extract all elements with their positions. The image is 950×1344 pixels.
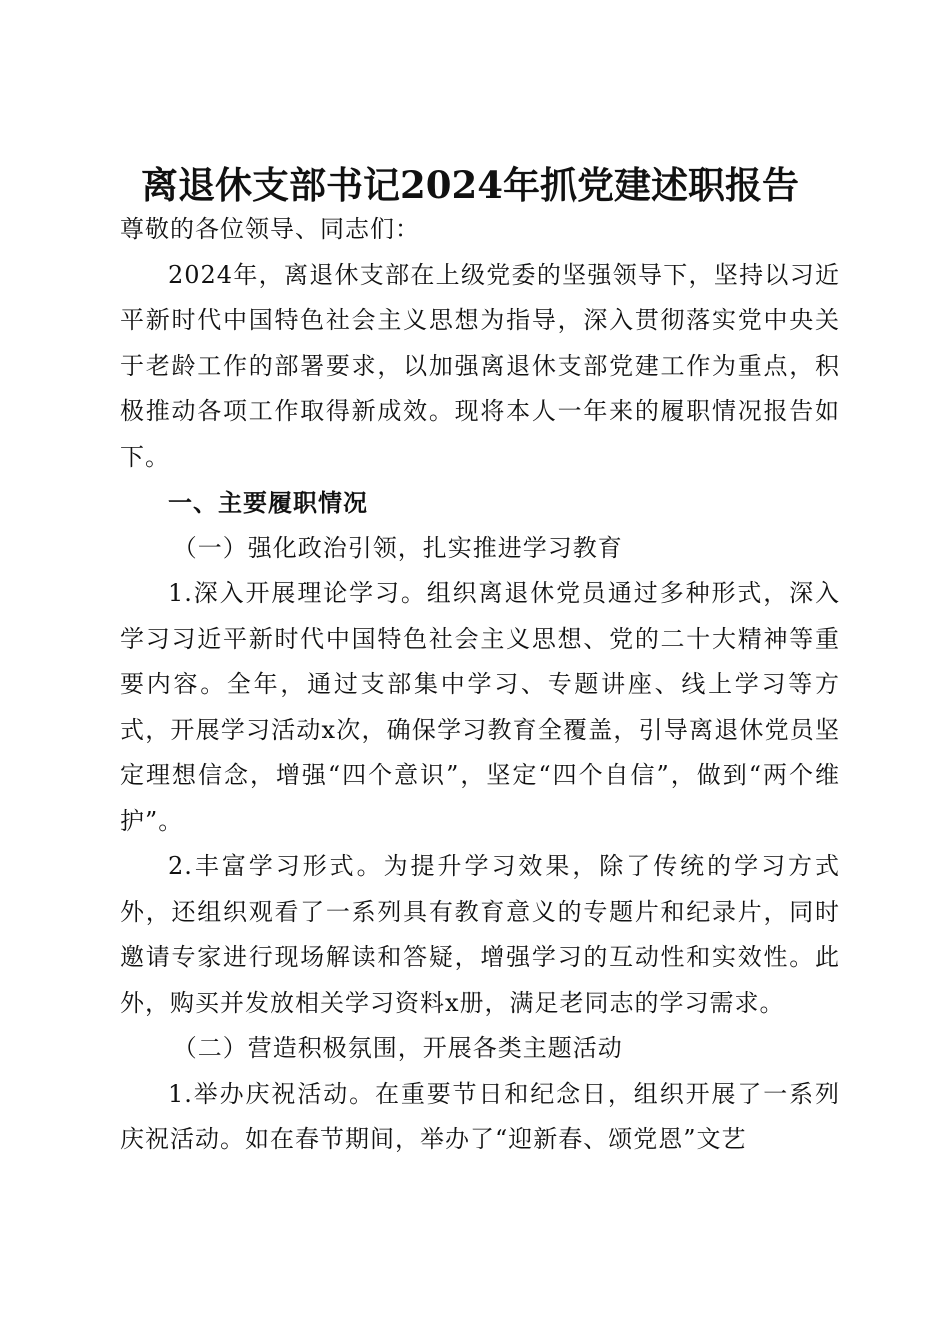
paragraph-study-forms: 2.丰富学习形式。为提升学习效果，除了传统的学习方式外，还组织观看了一系列具有教育意义的专题片和纪录片，同时邀请专家进行现场解读和答疑，增强学习的互动性和实效性。此外，购买并发放相关学习资料x册，满足老同志的学习需求。 [120,852,840,1017]
paragraph-celebrations: 1.举办庆祝活动。在重要节日和纪念日，组织开展了一系列庆祝活动。如在春节期间，举办了“迎新春、颂党恩”文艺 [120,1079,840,1153]
subsection-heading-political-guidance: （一）强化政治引领，扎实推进学习教育 [172,533,623,562]
intro-paragraph: 2024年，离退休支部在上级党委的坚强领导下，坚持以习近平新时代中国特色社会主义思想为指导，深入贯彻落实党中央关于老龄工作的部署要求，以加强离退休支部党建工作为重点，积极推动各项工作取得新成效。现将本人一年来的履职情况报告如下。 [120,260,840,471]
subsection-heading-themed-activities: （二）营造积极氛围，开展各类主题活动 [172,1034,623,1062]
document-title: 离退休支部书记2024年抓党建述职报告 [141,162,799,207]
document-body [120,207,840,1163]
section-heading-main-duties: 一、主要履职情况 [168,488,368,517]
paragraph-theory-study: 1.深入开展理论学习。组织离退休党员通过多种形式，深入学习习近平新时代中国特色社会主义思想、党的二十大精神等重要内容。全年，通过支部集中学习、专题讲座、线上学习等方式，开展学习活动x次，确保学习教育全覆盖，引导离退休党员坚定理想信念，增强“四个意识”，坚定“四个自信”，做到“两个维护”。 [120,579,840,835]
salutation: 尊敬的各位领导、同志们： [120,215,420,243]
